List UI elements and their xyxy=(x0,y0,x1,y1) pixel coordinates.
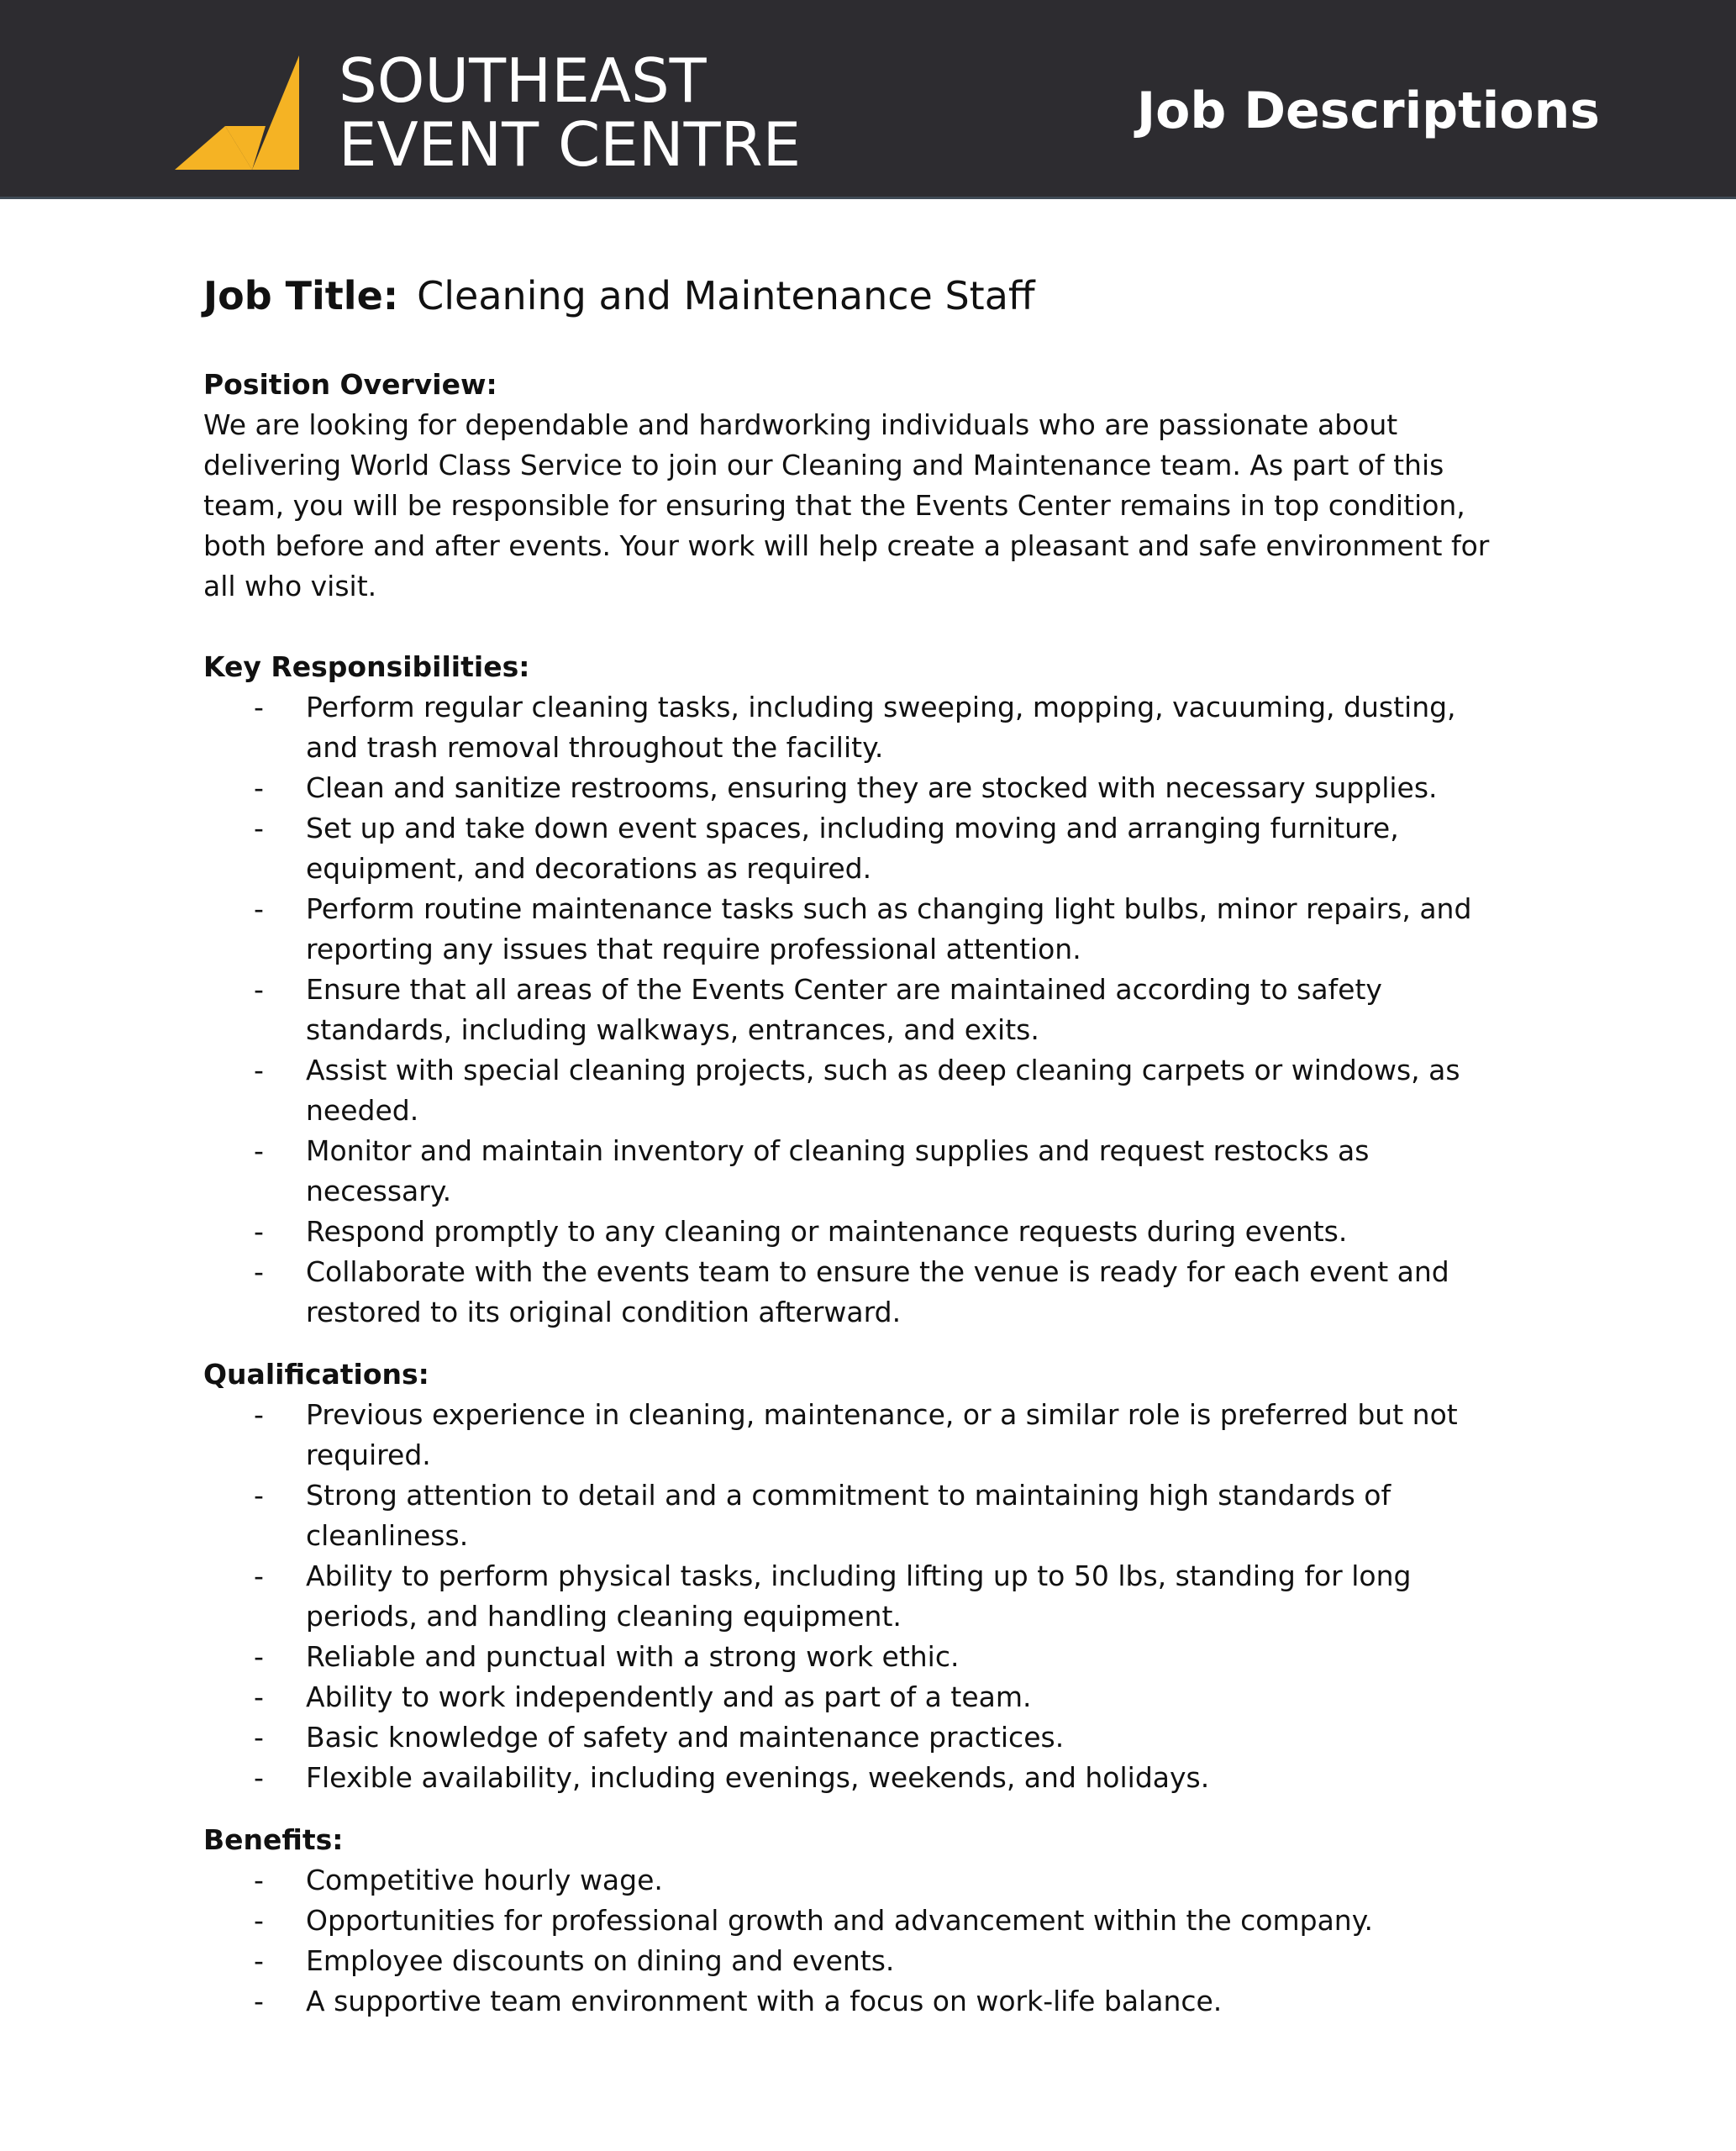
job-title-value: Cleaning and Maintenance Staff xyxy=(417,273,1035,318)
responsibilities-heading: Key Responsibilities: xyxy=(203,650,530,683)
brand-name xyxy=(339,45,802,180)
list-item: - Ability to work independently and as part of a team. xyxy=(254,1680,1032,1713)
brand-line-2: EVENT CENTRE xyxy=(339,109,802,180)
list-item: - Basic knowledge of safety and maintenance practices. xyxy=(254,1721,1065,1754)
southeast-event-centre-logo-icon xyxy=(175,55,299,170)
list-item: - Flexible availability, including evenings, weekends, and holidays. xyxy=(254,1761,1210,1794)
list-item: - Strong attention to detail and a commitment to maintaining high standards of cleanliness. xyxy=(254,1479,1391,1552)
overview-text: We are looking for dependable and hardworking individuals who are passionate about delivering World Class Service to join our Cleaning and Maintenance team. As part of this team, you will be responsible for ensuring that the Events Center remains in top condition, both before and after events. Your work will help create a pleasant and safe environment for all who visit. xyxy=(203,408,1490,602)
list-item: - Perform routine maintenance tasks such as changing light bulbs, minor repairs, and reporting any issues that require professional attention. xyxy=(254,892,1472,965)
responsibilities-list xyxy=(203,687,1514,1333)
page-header xyxy=(0,0,1736,199)
job-title xyxy=(203,271,1514,321)
list-item: - Ability to perform physical tasks, including lifting up to 50 lbs, standing for long periods, and handling cleaning equipment. xyxy=(254,1559,1412,1633)
list-item: - Clean and sanitize restrooms, ensuring they are stocked with necessary supplies. xyxy=(254,771,1438,804)
list-item: - Reliable and punctual with a strong work ethic. xyxy=(254,1640,960,1673)
list-item: - Respond promptly to any cleaning or maintenance requests during events. xyxy=(254,1215,1348,1248)
brand-line-1: SOUTHEAST xyxy=(339,45,707,116)
list-item: - Perform regular cleaning tasks, including sweeping, mopping, vacuuming, dusting, and trash removal throughout the facility. xyxy=(254,691,1456,764)
document-body xyxy=(203,271,1514,2022)
benefits-heading: Benefits: xyxy=(203,1823,344,1856)
qualifications-list xyxy=(203,1395,1514,1798)
list-item: - Competitive hourly wage. xyxy=(254,1864,663,1896)
list-item: - Monitor and maintain inventory of cleaning supplies and request restocks as necessary. xyxy=(254,1134,1370,1207)
list-item: - Opportunities for professional growth and advancement within the company. xyxy=(254,1904,1374,1937)
list-item: - Assist with special cleaning projects, such as deep cleaning carpets or windows, as needed. xyxy=(254,1054,1460,1127)
benefits-list xyxy=(203,1860,1514,2022)
list-item: - Employee discounts on dining and events. xyxy=(254,1944,895,1977)
list-item: - Collaborate with the events team to ensure the venue is ready for each event and restored to its original condition afterward. xyxy=(254,1255,1449,1328)
list-item: - Previous experience in cleaning, maintenance, or a similar role is preferred but not required. xyxy=(254,1398,1458,1471)
list-item: - A supportive team environment with a focus on work-life balance. xyxy=(254,1985,1223,2017)
qualifications-heading: Qualifications: xyxy=(203,1358,429,1391)
list-item: - Set up and take down event spaces, including moving and arranging furniture, equipment, and decorations as required. xyxy=(254,812,1399,885)
list-item: - Ensure that all areas of the Events Center are maintained according to safety standards, including walkways, entrances, and exits. xyxy=(254,973,1382,1046)
header-title: Job Descriptions xyxy=(1136,82,1600,140)
job-title-label: Job Title: xyxy=(203,273,399,318)
overview-heading: Position Overview: xyxy=(203,368,497,401)
